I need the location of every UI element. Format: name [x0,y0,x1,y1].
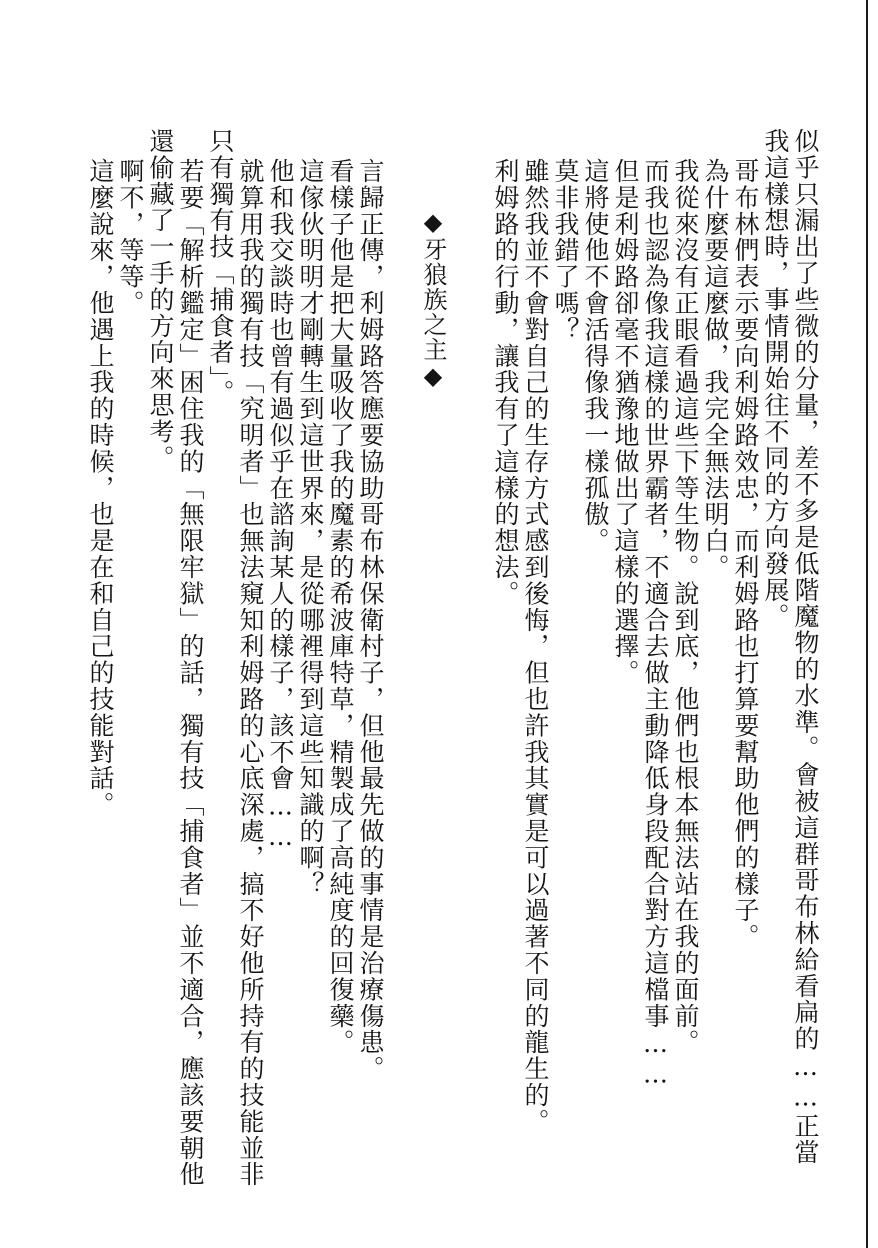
section-heading: ◆牙狼族之主◆ [419,208,447,391]
paragraph-1-line-2: 我這樣想時，事情開始往不同的方向發展。 [761,128,790,630]
paragraph-11: 言歸正傳，利姆路答應要協助哥布林保衛村子，但他最先做的事情是治療傷患。 [356,158,385,1082]
paragraph-1-line-1: 似乎只漏出了些微的分量，差不多是低階魔物的水準。會被這群哥布林給看扁的……正當 [791,128,820,1166]
paragraph-10: 利姆路的行動，讓我有了這樣的想法。 [491,158,520,607]
paragraph-2: 哥布林們表示要向利姆路效忠，而利姆路也打算要幫助他們的樣子。 [731,158,760,950]
paragraph-15-line-1: 就算用我的獨有技「究明者」也無法窺知利姆路的心底深處，搞不好他所持有的技能並非 [236,158,265,1188]
paragraph-6: 但是利姆路卻毫不猶豫地做出了這樣的選擇。 [611,158,640,686]
paragraph-8: 莫非我錯了嗎？ [551,158,580,343]
paragraph-9: 雖然我並不會對自己的生存方式感到後悔，但也許我其實是可以過著不同的龍生的。 [521,158,550,1135]
paragraph-4: 我從來沒有正眼看過這些下等生物。說到底，他們也根本無法站在我的面前。 [671,158,700,1056]
paragraph-17: 啊不，等等。 [116,158,145,317]
paragraph-18: 這麼說來，他遇上我的時候，也是在和自己的技能對話。 [86,158,115,818]
paragraph-13: 這傢伙明明才剛轉生到這世界來，是從哪裡得到這些知識的啊？ [296,158,325,898]
paragraph-12: 看樣子他是把大量吸收了我的魔素的希波庫特草，精製成了高純度的回復藥。 [326,158,355,1056]
page-edge-line [866,0,868,1248]
paragraph-14: 他和我交談時也曾有過似乎在諮詢某人的樣子，該不會…… [266,158,295,853]
paragraph-15-line-2: 只有獨有技「捕食者」。 [206,128,235,406]
paragraph-16-line-2: 還偷藏了一手的方向來思考。 [146,128,175,472]
paragraph-5: 而我也認為像我這樣的世界霸者，不適合去做主動降低身段配合對方這檔事…… [641,158,670,1090]
paragraph-7: 這將使他不會活得像我一樣孤傲。 [581,158,610,554]
paragraph-3: 為什麼要這麼做，我完全無法明白。 [701,158,730,581]
paragraph-16-line-1: 若要「解析鑑定」困住我的「無限牢獄」的話，獨有技「捕食者」並不適合，應該要朝他 [176,158,205,1188]
